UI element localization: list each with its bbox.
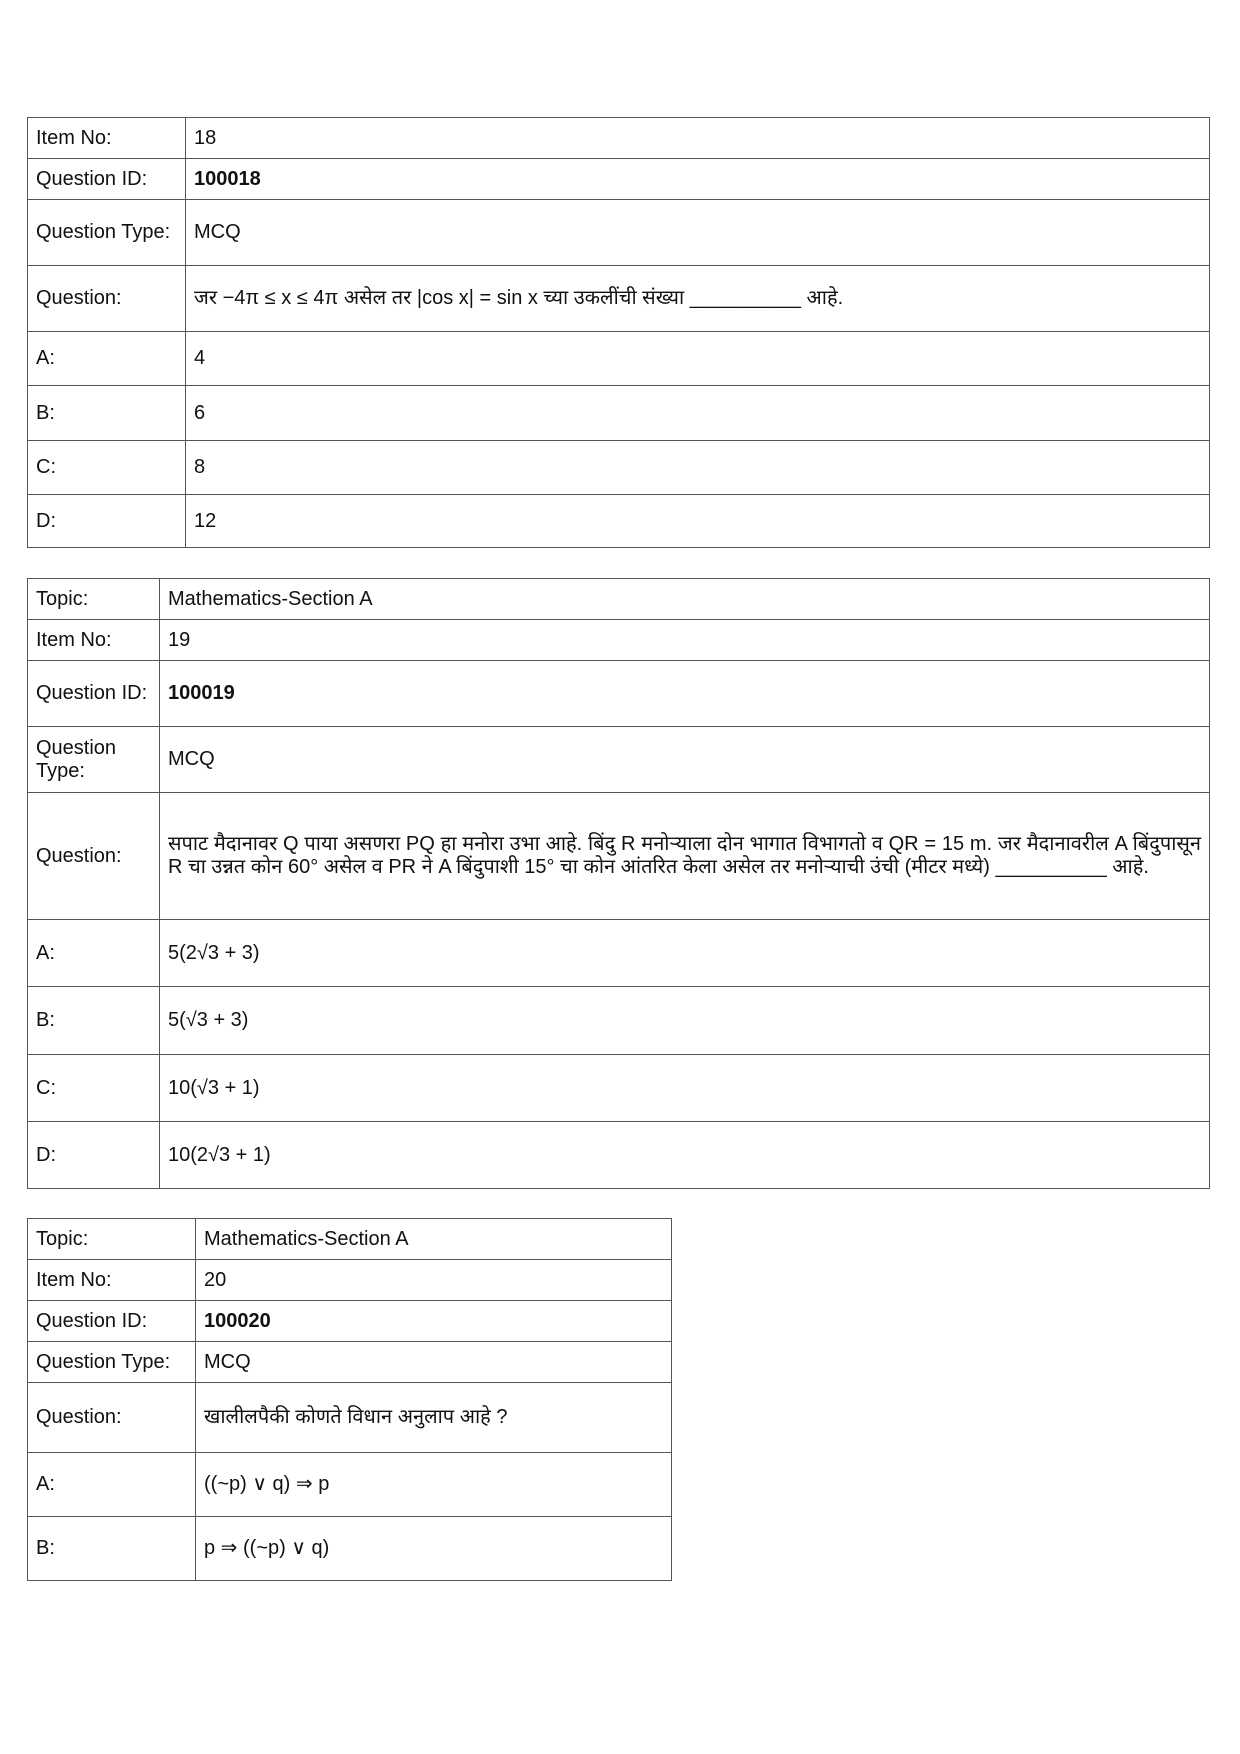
option-c-value: 8: [186, 441, 1210, 495]
option-d-row: [28, 1122, 1210, 1189]
question-18-table: [27, 117, 1210, 548]
question-text: जर −4π ≤ x ≤ 4π असेल तर |cos x| = sin x च्या उकलींची संख्या __________ आहे.: [186, 266, 1210, 332]
question-type-row: [28, 200, 1210, 266]
question-type-row: [28, 727, 1210, 793]
option-b-row: [28, 386, 1210, 441]
question-type-value: MCQ: [196, 1342, 672, 1383]
option-c-value: 10(√3 + 1): [160, 1055, 1210, 1122]
question-20-table: [27, 1218, 672, 1581]
option-d-row: [28, 495, 1210, 548]
question-type-label: Question Type:: [28, 200, 186, 266]
option-a-row: [28, 1453, 672, 1517]
question-type-label: Question Type:: [28, 727, 160, 793]
question-id-value: 100019: [160, 661, 1210, 727]
question-type-value: MCQ: [186, 200, 1210, 266]
topic-value: Mathematics-Section A: [196, 1219, 672, 1260]
option-a-label: A:: [28, 1453, 196, 1517]
question-id-label: Question ID:: [28, 661, 160, 727]
topic-value: Mathematics-Section A: [160, 579, 1210, 620]
question-id-label: Question ID:: [28, 1301, 196, 1342]
item-no-value: 18: [186, 118, 1210, 159]
option-a-row: [28, 332, 1210, 386]
item-no-value: 19: [160, 620, 1210, 661]
topic-row: [28, 579, 1210, 620]
question-id-label: Question ID:: [28, 159, 186, 200]
item-no-row: [28, 620, 1210, 661]
option-c-label: C:: [28, 1055, 160, 1122]
option-a-label: A:: [28, 920, 160, 987]
question-label: Question:: [28, 1383, 196, 1453]
question-id-row: [28, 661, 1210, 727]
question-row: [28, 1383, 672, 1453]
item-no-label: Item No:: [28, 118, 186, 159]
option-d-value: 12: [186, 495, 1210, 548]
question-label: Question:: [28, 266, 186, 332]
option-b-label: B:: [28, 987, 160, 1055]
option-c-label: C:: [28, 441, 186, 495]
question-type-value: MCQ: [160, 727, 1210, 793]
question-type-row: [28, 1342, 672, 1383]
option-b-row: [28, 1517, 672, 1581]
option-a-row: [28, 920, 1210, 987]
item-no-label: Item No:: [28, 1260, 196, 1301]
question-text: सपाट मैदानावर Q पाया असणरा PQ हा मनोरा उभा आहे. बिंदु R मनोऱ्याला दोन भागात विभागतो व QR = 15 m. जर मैदानावरील A बिंदुपासून R चा उन्नत कोन 60° असेल व PR ने A बिंदुपाशी 15° चा कोन आंतरित केला असेल तर मनोऱ्याची उंची (मीटर मध्ये) __________ आहे.: [160, 793, 1210, 920]
question-type-label: Question Type:: [28, 1342, 196, 1383]
option-a-label: A:: [28, 332, 186, 386]
question-id-row: [28, 1301, 672, 1342]
item-no-label: Item No:: [28, 620, 160, 661]
question-label: Question:: [28, 793, 160, 920]
question-id-value: 100018: [186, 159, 1210, 200]
option-b-label: B:: [28, 386, 186, 441]
topic-label: Topic:: [28, 1219, 196, 1260]
option-b-value: p ⇒ ((~p) ∨ q): [196, 1517, 672, 1581]
option-d-label: D:: [28, 495, 186, 548]
option-a-value: 4: [186, 332, 1210, 386]
option-b-value: 6: [186, 386, 1210, 441]
option-c-row: [28, 1055, 1210, 1122]
option-a-value: 5(2√3 + 3): [160, 920, 1210, 987]
question-row: [28, 793, 1210, 920]
item-no-value: 20: [196, 1260, 672, 1301]
option-a-value: ((~p) ∨ q) ⇒ p: [196, 1453, 672, 1517]
question-text: खालीलपैकी कोणते विधान अनुलाप आहे ?: [196, 1383, 672, 1453]
question-id-row: [28, 159, 1210, 200]
topic-row: [28, 1219, 672, 1260]
item-no-row: [28, 118, 1210, 159]
item-no-row: [28, 1260, 672, 1301]
topic-label: Topic:: [28, 579, 160, 620]
question-row: [28, 266, 1210, 332]
option-d-value: 10(2√3 + 1): [160, 1122, 1210, 1189]
option-b-label: B:: [28, 1517, 196, 1581]
question-id-value: 100020: [196, 1301, 672, 1342]
option-c-row: [28, 441, 1210, 495]
option-b-row: [28, 987, 1210, 1055]
option-d-label: D:: [28, 1122, 160, 1189]
question-19-table: [27, 578, 1210, 1189]
option-b-value: 5(√3 + 3): [160, 987, 1210, 1055]
